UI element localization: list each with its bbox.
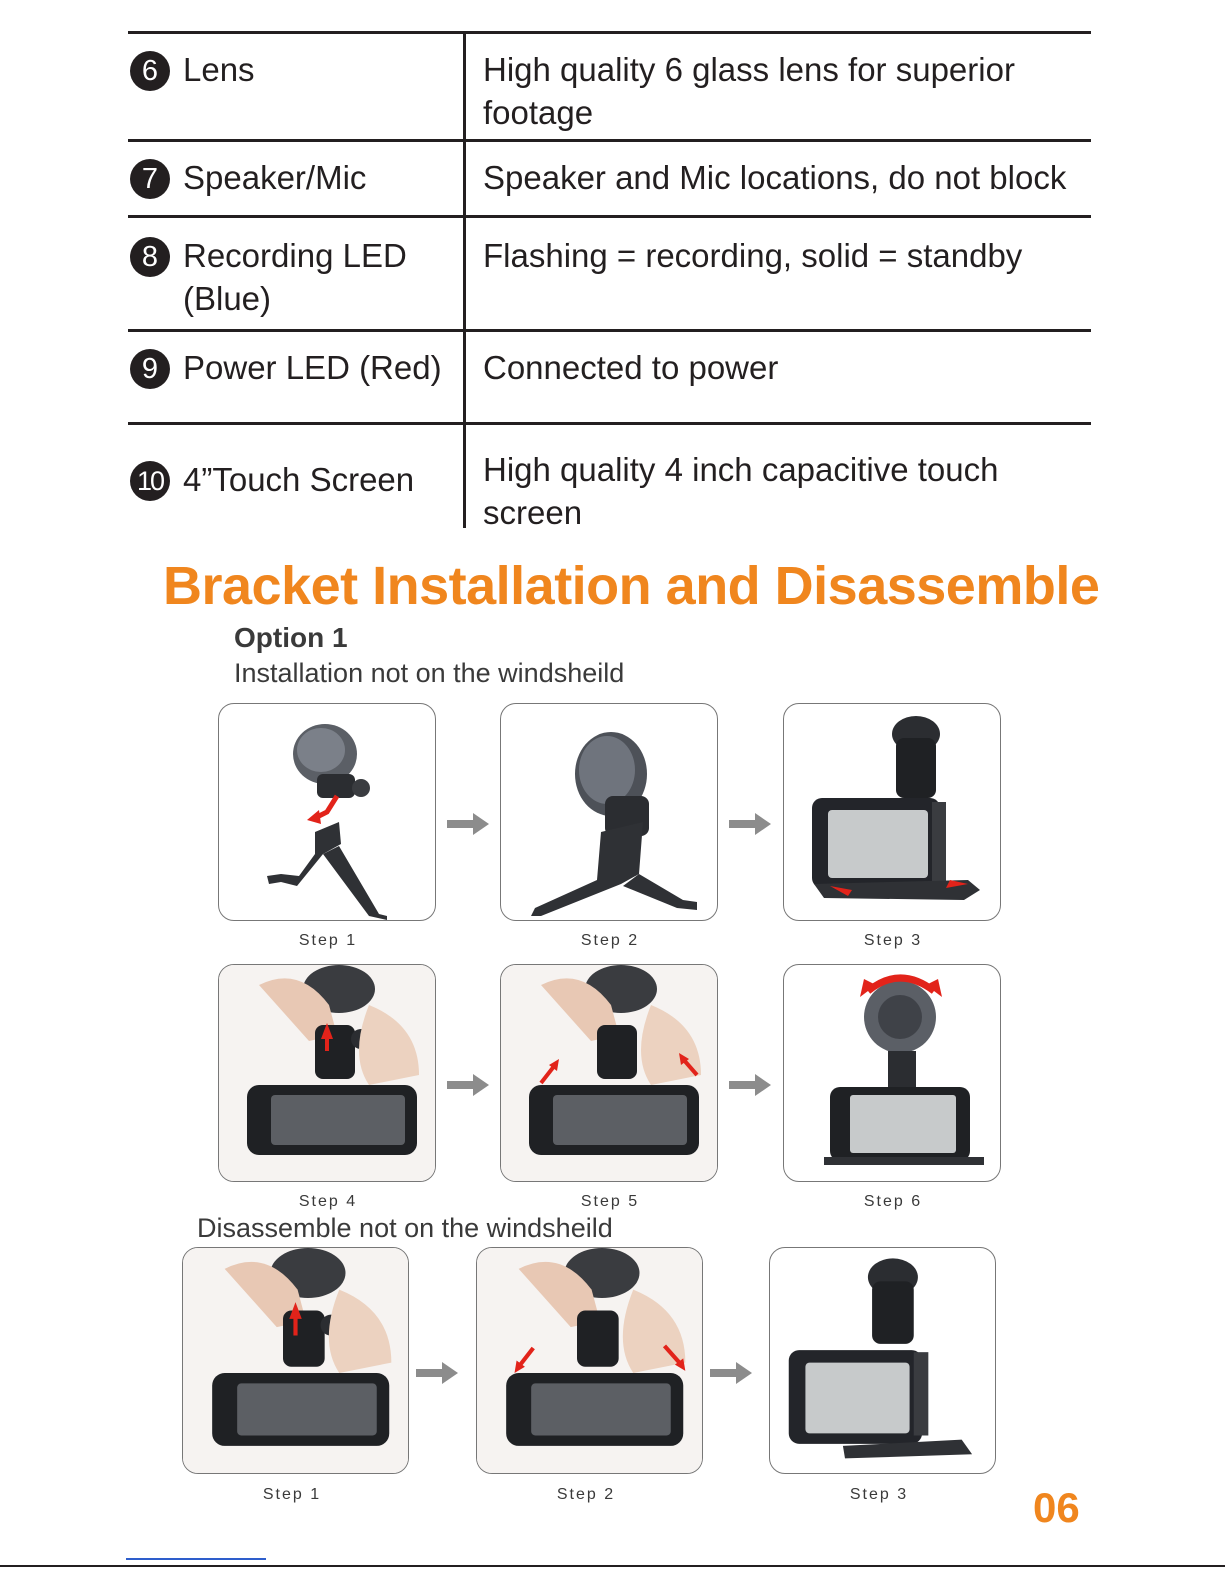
- next-arrow-icon: [729, 813, 771, 835]
- item-number-badge: 7: [130, 159, 170, 199]
- step-image-camera-slide-on: [783, 703, 1001, 921]
- step-image-bracket-attach: [218, 703, 436, 921]
- step-caption: Step 2: [556, 1486, 616, 1503]
- spec-label-text: Lens: [183, 51, 255, 88]
- table-rule: [128, 215, 1091, 218]
- table-rule: [128, 329, 1091, 332]
- spec-label-text: Power LED (Red): [183, 349, 442, 386]
- step-image-camera-removed: [769, 1247, 996, 1474]
- next-arrow-icon: [416, 1362, 458, 1384]
- spec-desc-recording-led: Flashing = recording, solid = standby: [483, 237, 1023, 274]
- step-caption: Step 1: [298, 932, 358, 949]
- item-number-badge: 9: [130, 349, 170, 389]
- step-image-rotate-adjust: [783, 964, 1001, 1182]
- spec-label-text: Speaker/Mic: [183, 159, 367, 196]
- item-number-badge: 6: [130, 51, 170, 91]
- step-caption: Step 3: [863, 932, 923, 949]
- item-number-badge: 8: [130, 237, 170, 277]
- spec-desc-speaker-mic: Speaker and Mic locations, do not block: [483, 159, 1067, 196]
- step-caption: Step 1: [262, 1486, 322, 1503]
- table-rule: [128, 139, 1091, 142]
- spec-desc-touch-screen: High quality 4 inch capacitive touch screen: [483, 451, 999, 531]
- step-caption: Step 3: [849, 1486, 909, 1503]
- step-image-push-camera: [500, 964, 718, 1182]
- spec-desc-power-led: Connected to power: [483, 349, 779, 386]
- next-arrow-icon: [729, 1074, 771, 1096]
- item-number-badge: 10: [130, 461, 170, 501]
- next-arrow-icon: [447, 813, 489, 835]
- install-heading: Installation not on the windsheild: [234, 658, 625, 688]
- section-title: Bracket Installation and Disassemble: [163, 556, 1100, 616]
- table-rule: [128, 31, 1091, 34]
- step-image-bracket-assembled: [500, 703, 718, 921]
- table-rule: [128, 422, 1091, 425]
- spec-desc-lens: High quality 6 glass lens for superior footage: [483, 51, 1015, 131]
- option-title: Option 1: [234, 622, 348, 653]
- step-caption: Step 4: [298, 1193, 358, 1210]
- next-arrow-icon: [447, 1074, 489, 1096]
- step-image-press-lock: [218, 964, 436, 1182]
- step-caption: Step 5: [580, 1193, 640, 1210]
- disassemble-heading: Disassemble not on the windsheild: [197, 1213, 613, 1243]
- step-image-release-lock: [182, 1247, 409, 1474]
- step-caption: Step 2: [580, 932, 640, 949]
- footer-rule: [0, 1565, 1225, 1567]
- step-image-pull-camera: [476, 1247, 703, 1474]
- next-arrow-icon: [710, 1362, 752, 1384]
- spec-label-text: 4”Touch Screen: [183, 461, 415, 498]
- step-caption: Step 6: [863, 1193, 923, 1210]
- footer-link-underline: [126, 1558, 266, 1560]
- page-number: 06: [1033, 1484, 1080, 1531]
- spec-label-text: Recording LED (Blue): [183, 237, 407, 317]
